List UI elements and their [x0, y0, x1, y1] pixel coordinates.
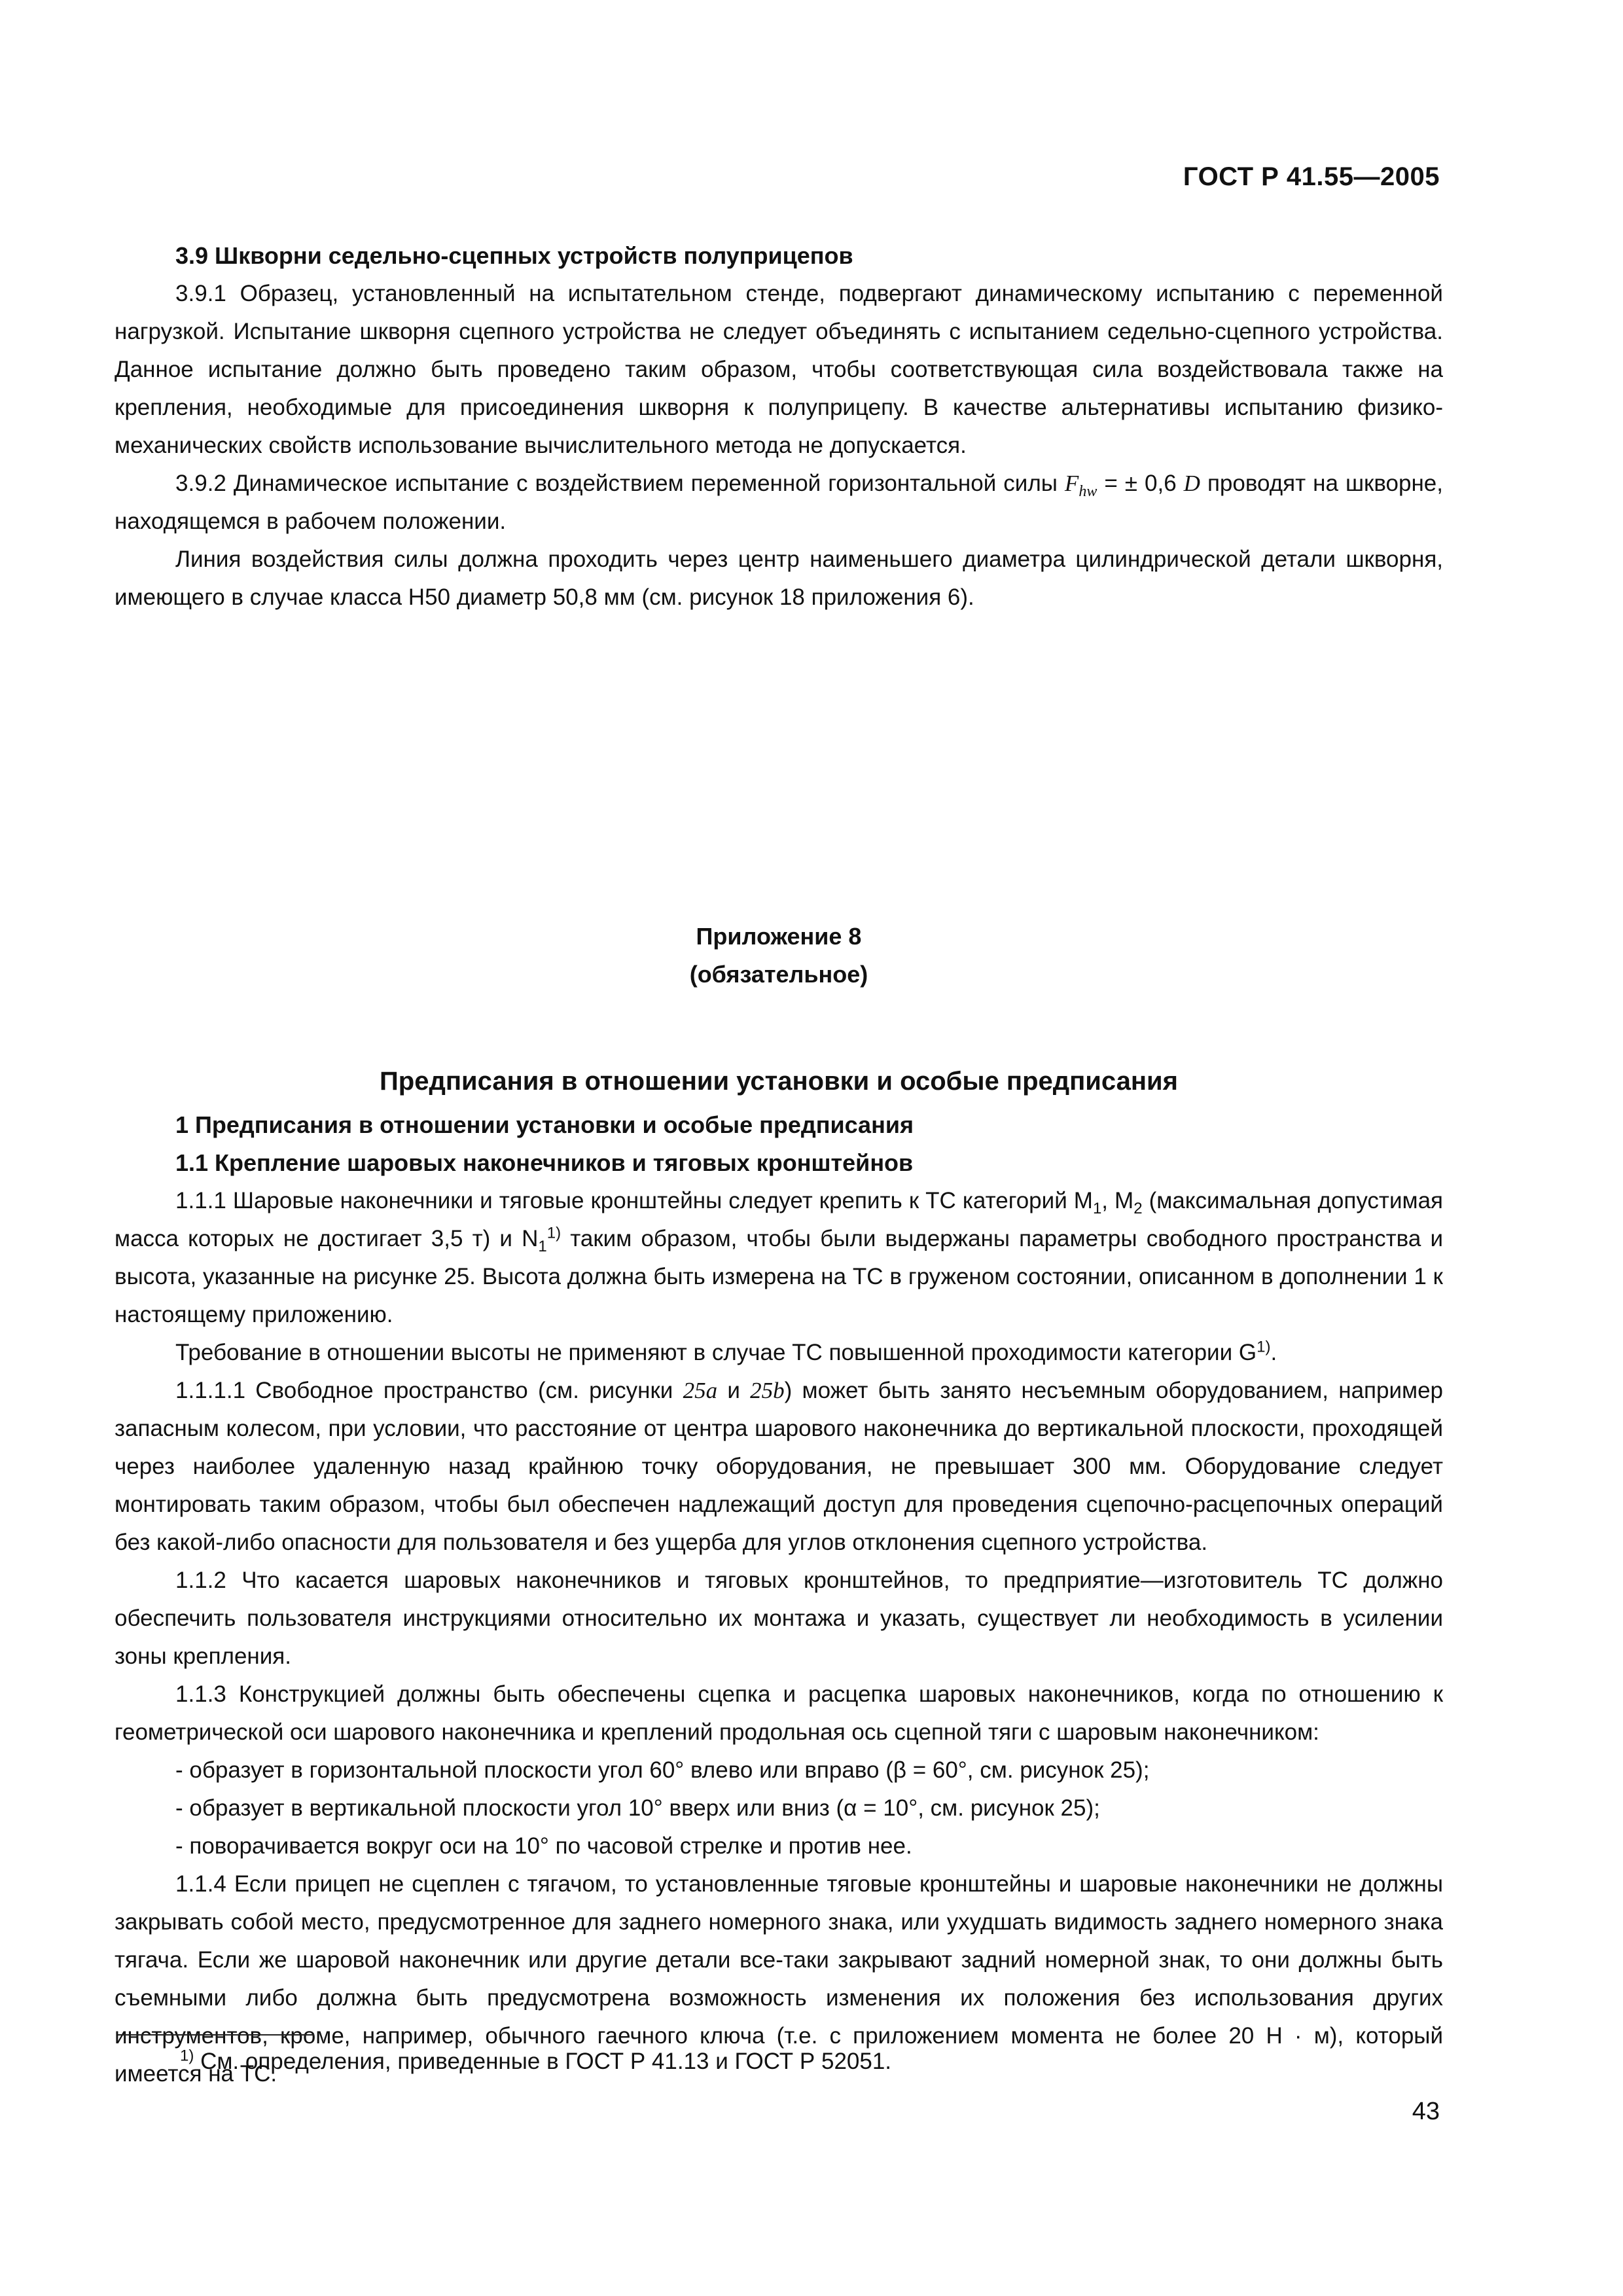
footnote-divider: [118, 2034, 314, 2036]
annex-body: [115, 1062, 1443, 2093]
paragraph-1-1-1: 1.1.1 Шаровые наконечники и тяговые кронштейны следует крепить к ТС категорий $M_1$, $M_2$ (максимальная допустимая масса которых не достигает 3,5 т) и $N_1^{1)}$ таким образом, чтобы были выдержаны параметры свободного пространства и высота, указанные на рисунке 25. Высота должна быть измерена на ТС в груженом состоянии, описанном в дополнении 1 к настоящему приложению.: [115, 1188, 1443, 1327]
paragraph-3-9-1: 3.9.1 Образец, установленный на испытательном стенде, подвергают динамическому испытанию с переменной нагрузкой. Испытание шкворня сцепного устройства не следует объединять с испытанием седельно-сцепного устройства. Данное испытание должно быть проведено таким образом, чтобы соответствующая сила воздействовала также на крепления, необходимые для присоединения шкворня к полуприцепу. В качестве альтернативы испытанию физико-механических свойств использование вычислительного метода не допускается.: [115, 281, 1443, 458]
paragraph-1-1-3: 1.1.3 Конструкцией должны быть обеспечены сцепка и расцепка шаровых наконечников, когда по отношению к геометрической оси шарового наконечника и креплений продольная ось сцепной тяги с шаровым наконечником:: [115, 1681, 1443, 1745]
heading-1: 1 Предписания в отношении установки и особые предписания: [175, 1111, 914, 1138]
paragraph-height: Требование в отношении высоты не применяют в случае ТС повышенной проходимости категории $G^{1)}$.: [175, 1338, 1277, 1365]
list-item: - образует в вертикальной плоскости угол 10° вверх или вниз (α = 10°, см. рисунок 25);: [175, 1795, 1100, 1821]
paragraph-1-1-1-1: 1.1.1.1 Свободное пространство (см. рисунки 25a и 25b) может быть занято несъемным оборудованием, например запасным колесом, при условии, что расстояние от центра шарового наконечника до вертикальной плоскости, проходящей через наиболее удаленную назад крайнюю точку оборудования, не превышает 300 мм. Оборудование следует монтировать таким образом, чтобы был обеспечен надлежащий доступ для проведения сцепочно-расцепочных операций без какой-либо опасности для пользователя и без ущерба для углов отклонения сцепного устройства.: [115, 1378, 1444, 1555]
section-3-9: [115, 237, 1443, 617]
list-item: - поворачивается вокруг оси на 10° по часовой стрелке и против нее.: [175, 1833, 912, 1859]
document-id: ГОСТ Р 41.55—2005: [1183, 162, 1440, 191]
paragraph-1-1-2: 1.1.2 Что касается шаровых наконечников и тяговых кронштейнов, то предприятие—изготовитель ТС должно обеспечить пользователя инструкциями относительно их монтажа и указать, существует ли необходимость в усилении зоны крепления.: [115, 1568, 1443, 1669]
list-item: - образует в горизонтальной плоскости угол 60° влево или вправо (β = 60°, см. рисунок 25);: [175, 1757, 1150, 1783]
annex-status: (обязательное): [689, 961, 868, 988]
section-heading: 3.9 Шкворни седельно-сцепных устройств полуприцепов: [175, 242, 853, 269]
paragraph-force-line: Линия воздействия силы должна проходить через центр наименьшего диаметра цилиндрической детали шкворня, имеющего в случае класса H50 диаметр 50,8 мм (см. рисунок 18 приложения 6).: [115, 547, 1443, 610]
footnote-mark: 1): [180, 2047, 194, 2065]
page-number: 43: [1412, 2098, 1440, 2125]
annex-main-title: Предписания в отношении установки и особые предписания: [380, 1067, 1178, 1096]
annex-header: [115, 918, 1443, 994]
paragraph-3-9-2: 3.9.2 Динамическое испытание с воздействием переменной горизонтальной силы $F_{hw}$ = ± 0,6 D проводят на шкворне, находящемся в рабочем положении.: [115, 471, 1443, 534]
footnote: $^{1)}$ См. определения, приведенные в ГОСТ Р 41.13 и ГОСТ Р 52051.: [180, 2047, 892, 2074]
footnote-ref: 1): [1257, 1338, 1271, 1356]
footnote-ref: 1): [546, 1224, 562, 1242]
diameter-symbol: D: [1183, 471, 1200, 496]
force-symbol: $F_{hw}$: [1064, 471, 1097, 500]
annex-title: Приложение 8: [696, 923, 862, 950]
paragraph-1-1-4: 1.1.4 Если прицеп не сцеплен с тягачом, то установленные тяговые кронштейны и шаровые наконечники не должны закрывать собой место, предусмотренное для заднего номерного знака, или ухудшать видимость заднего номерного знака тягача. Если же шаровой наконечник или другие детали все-таки закрывают задний номерной знак, то они должны быть съемными либо должна быть предусмотрена возможность изменения их положения без использования других инструментов, кроме, например, обычного гаечного ключа (т.е. с приложением момента не более 20 Н · м), который имеется на ТС.: [115, 1871, 1443, 2087]
heading-1-1: 1.1 Крепление шаровых наконечников и тяговых кронштейнов: [175, 1149, 914, 1176]
